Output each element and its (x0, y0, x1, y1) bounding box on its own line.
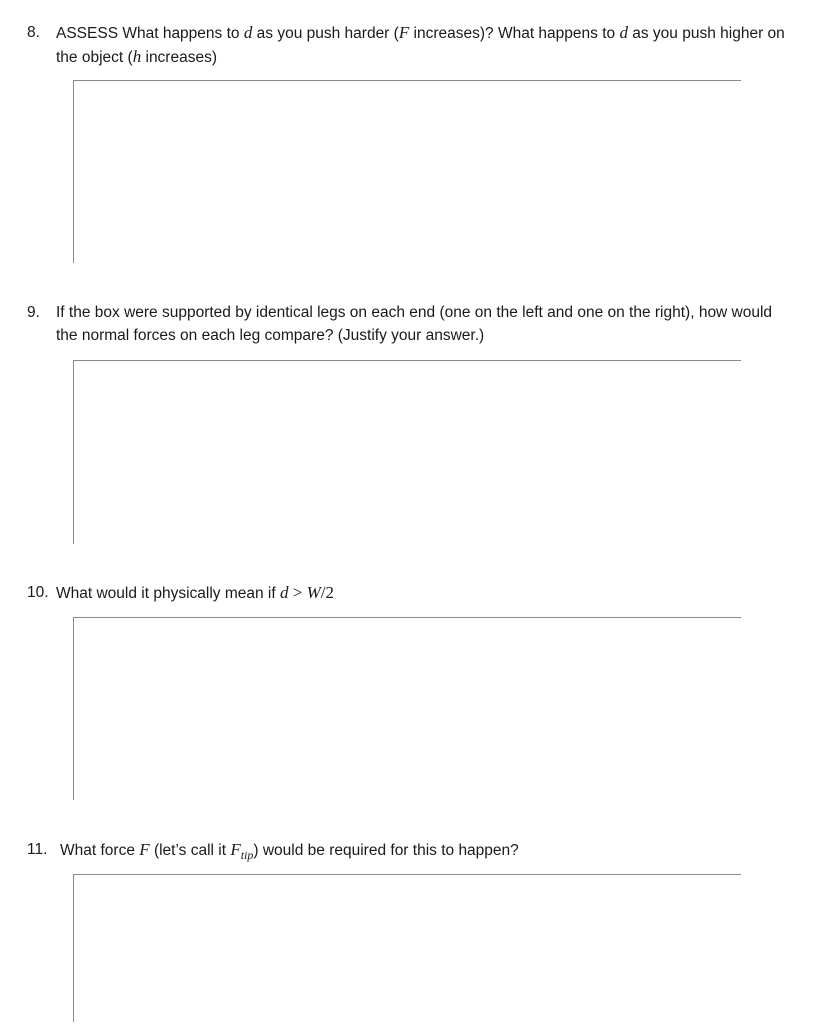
variable-F: F (139, 840, 150, 859)
question-text: ASSESS What happens to d as you push harder (F increases)? What happens to d as you push higher on the object (h increases) (56, 23, 785, 66)
question-text: If the box were supported by identical legs on each end (one on the left and one on the right), how would the normal forces on each leg compare? (Justify your answer.) (56, 304, 773, 344)
variable-F-tip: $F_{tip}$ (230, 840, 254, 862)
question-text: What would it physically mean if d > W/2 (56, 583, 334, 602)
question-number: 8. (27, 24, 40, 41)
divide-by-two: /2 (320, 583, 334, 602)
question-11 (27, 838, 797, 867)
variable-F: F (398, 23, 410, 42)
question-8 (27, 21, 797, 69)
answer-box-11[interactable] (73, 874, 741, 1022)
question-9 (27, 301, 797, 347)
question-number: 10. (27, 584, 49, 601)
variable-d: d (243, 23, 253, 42)
variable-d: d (279, 583, 289, 602)
variable-h: h (132, 47, 142, 66)
question-text: What force F (let’s call it $F_{tip}$) would be required for this to happen? (60, 840, 519, 862)
answer-box-9[interactable] (73, 360, 741, 544)
variable-d: d (619, 23, 628, 42)
question-number: 11. (27, 841, 48, 858)
greater-than-sign: > (288, 583, 307, 602)
answer-box-8[interactable] (73, 80, 741, 263)
question-number: 9. (27, 304, 40, 321)
question-10 (27, 581, 797, 605)
answer-box-10[interactable] (73, 617, 741, 800)
variable-W: W (306, 583, 321, 602)
